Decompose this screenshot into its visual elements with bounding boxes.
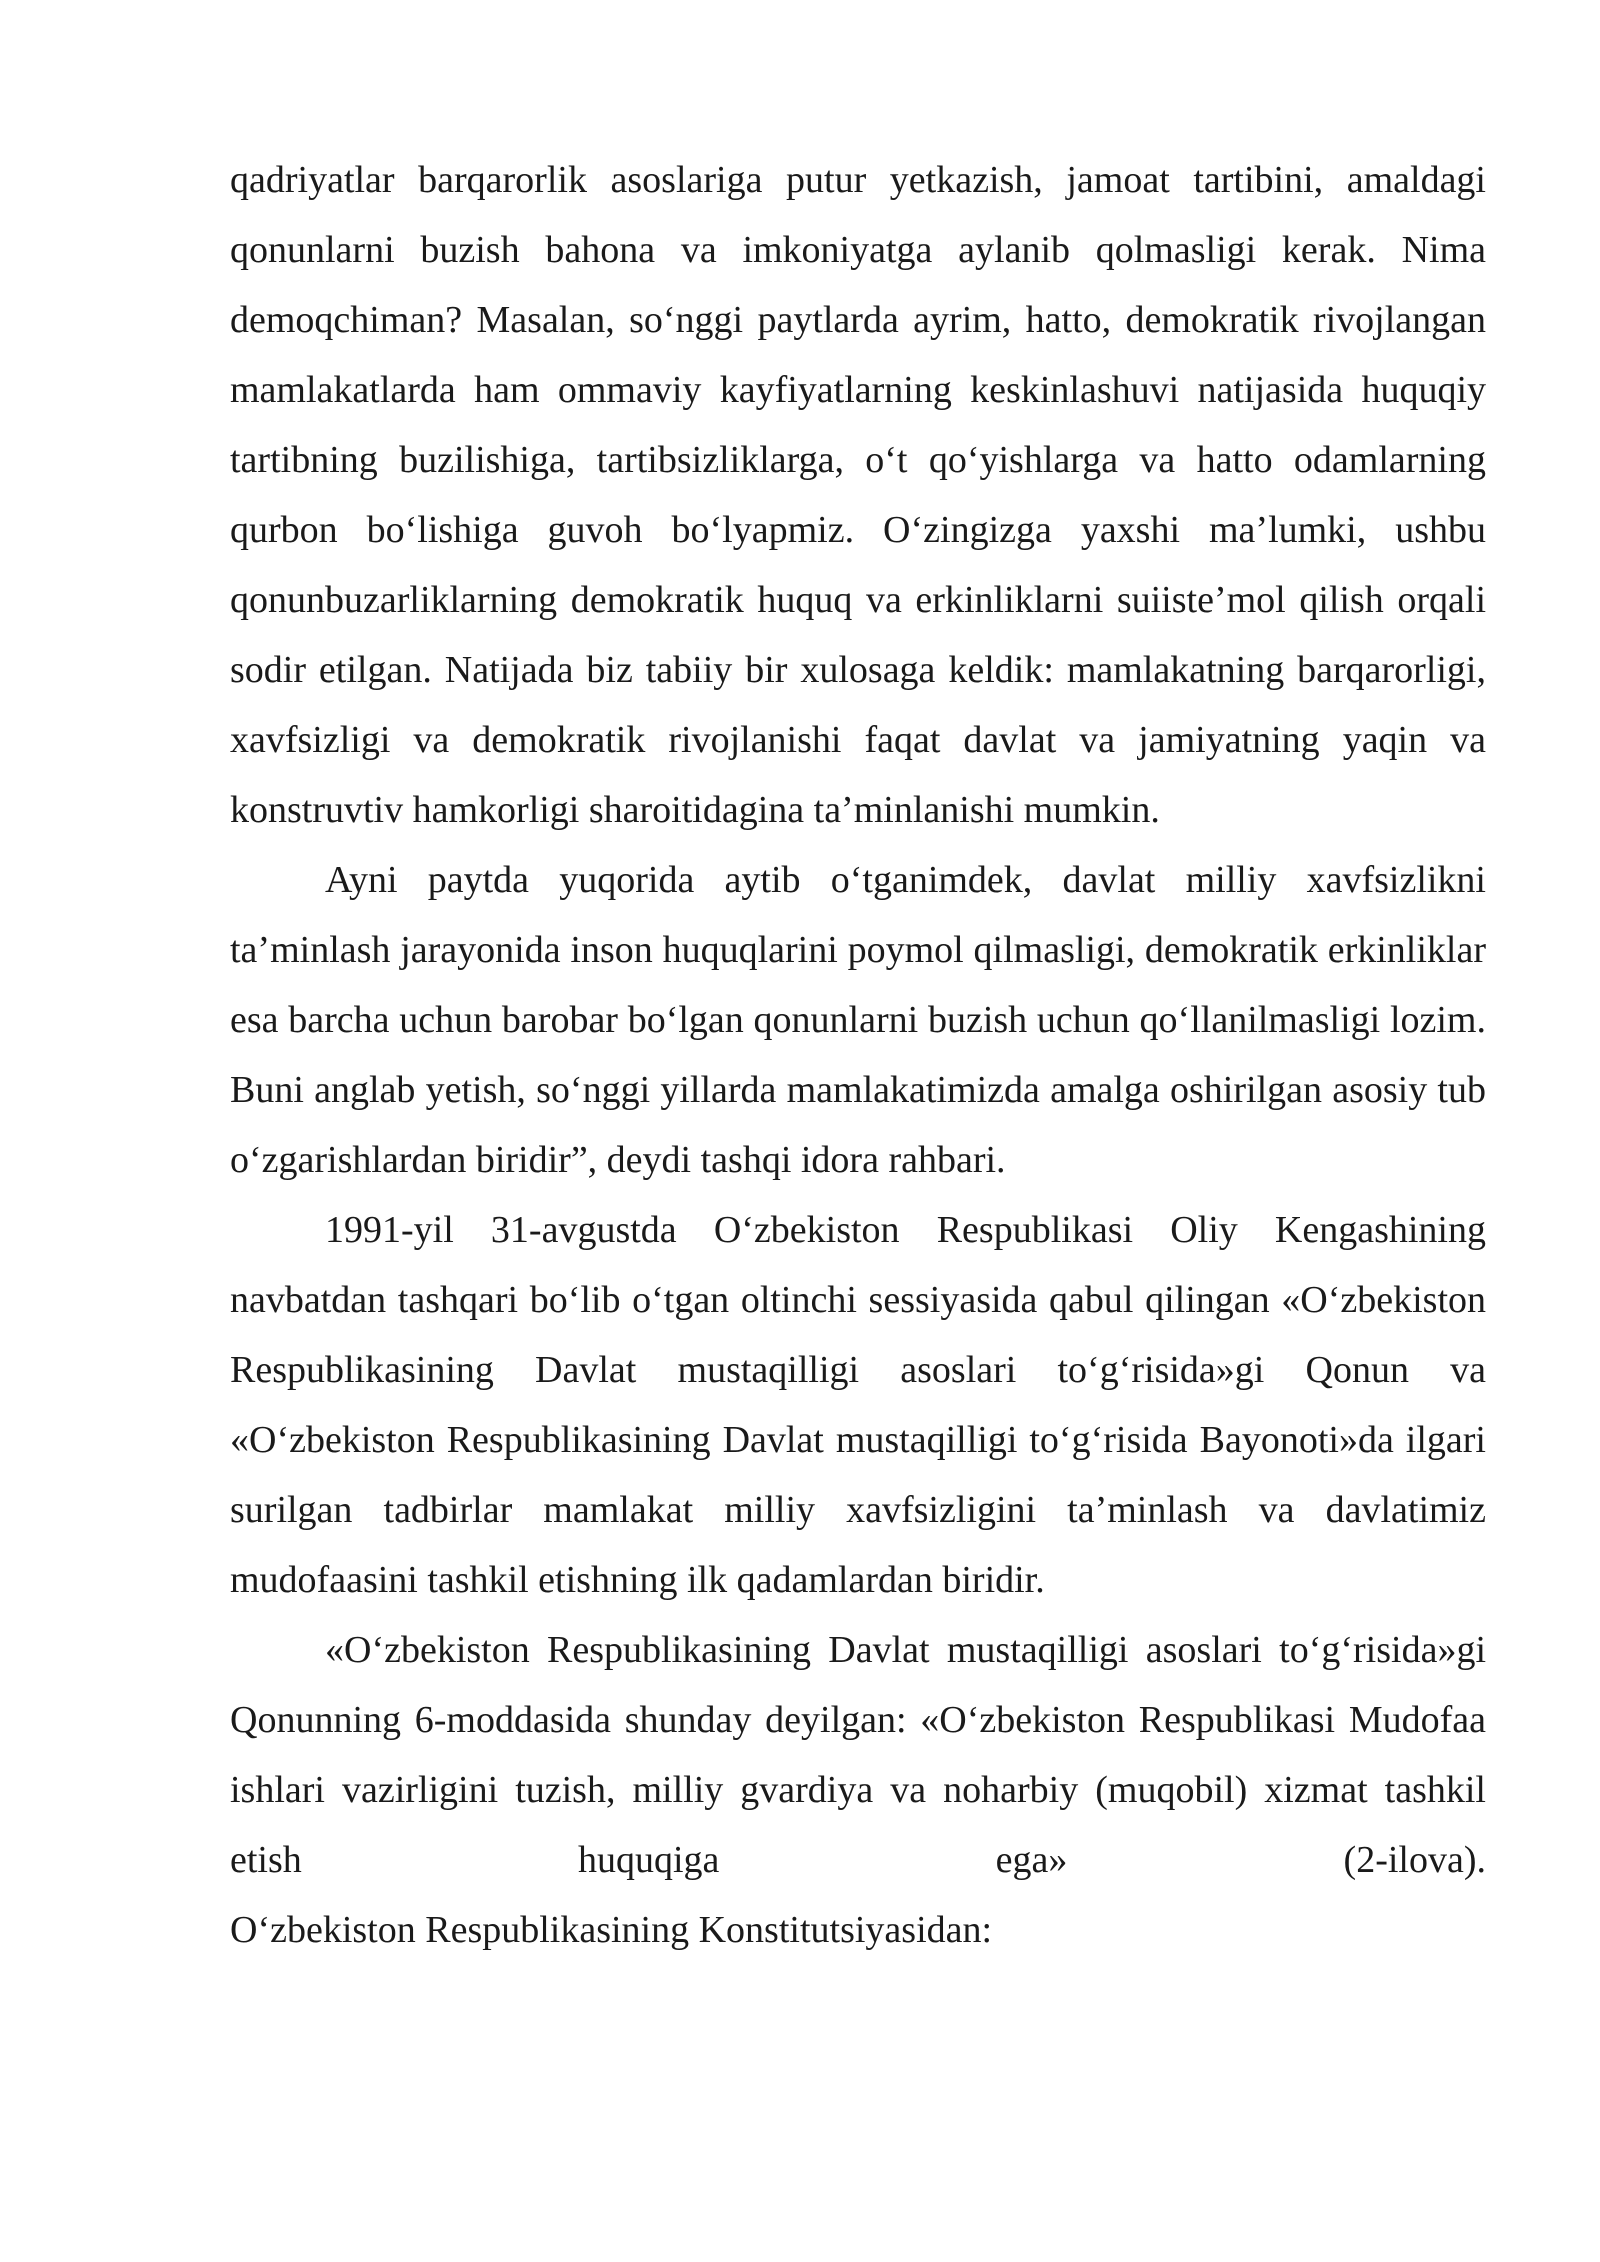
paragraph-2: Ayni paytda yuqorida aytib o‘tganimdek, davlat milliy xavfsizlikni ta’minlash jarayonida inson huquqlarini poymol qilmasligi, demokratik erkinliklar esa barcha uchun barobar bo‘lgan qonunlarni buzish uchun qo‘llanilmasligi lozim. Buni anglab yetish, so‘nggi yillarda mamlakatimizda amalga oshirilgan asosiy tub o‘zgarishlardan biridir”, deydi tashqi idora rahbari. <box>230 859 1486 1181</box>
paragraph-5: O‘zbekiston Respublikasining Konstitutsiyasidan: <box>230 1909 993 1951</box>
paragraph-4: «O‘zbekiston Respublikasining Davlat mustaqilligi asoslari to‘g‘risida»gi Qonunning 6-moddasida shunday deyilgan: «O‘zbekiston Respublikasi Mudofaa ishlari vazirligini tuzish, milliy gvardiya va noharbiy (muqobil) xizmat tashkil etish huquqiga ega» (2-ilova). <box>230 1629 1486 1881</box>
document-body <box>230 145 1486 1965</box>
paragraph-1: qadriyatlar barqarorlik asoslariga putur yetkazish, jamoat tartibini, amaldagi qonunlarni buzish bahona va imkoniyatga aylanib qolmasligi kerak. Nima demoqchiman? Masalan, so‘nggi paytlarda ayrim, hatto, demokratik rivojlangan mamlakatlarda ham ommaviy kayfiyatlarning keskinlashuvi natijasida huquqiy tartibning buzilishiga, tartibsizliklarga, o‘t qo‘yishlarga va hatto odamlarning qurbon bo‘lishiga guvoh bo‘lyapmiz. O‘zingizga yaxshi ma’lumki, ushbu qonunbuzarliklarning demokratik huquq va erkinliklarni suiiste’mol qilish orqali sodir etilgan. Natijada biz tabiiy bir xulosaga keldik: mamlakatning barqarorligi, xavfsizligi va demokratik rivojlanishi faqat davlat va jamiyatning yaqin va konstruvtiv hamkorligi sharoitidagina ta’minlanishi mumkin. <box>230 159 1486 831</box>
paragraph-3: 1991-yil 31-avgustda O‘zbekiston Respublikasi Oliy Kengashining navbatdan tashqari bo‘lib o‘tgan oltinchi sessiyasida qabul qilingan «O‘zbekiston Respublikasining Davlat mustaqilligi asoslari to‘g‘risida»gi Qonun va «O‘zbekiston Respublikasining Davlat mustaqilligi to‘g‘risida Bayonoti»da ilgari surilgan tadbirlar mamlakat milliy xavfsizligini ta’minlash va davlatimiz mudofaasini tashkil etishning ilk qadamlardan biridir. <box>230 1209 1486 1601</box>
